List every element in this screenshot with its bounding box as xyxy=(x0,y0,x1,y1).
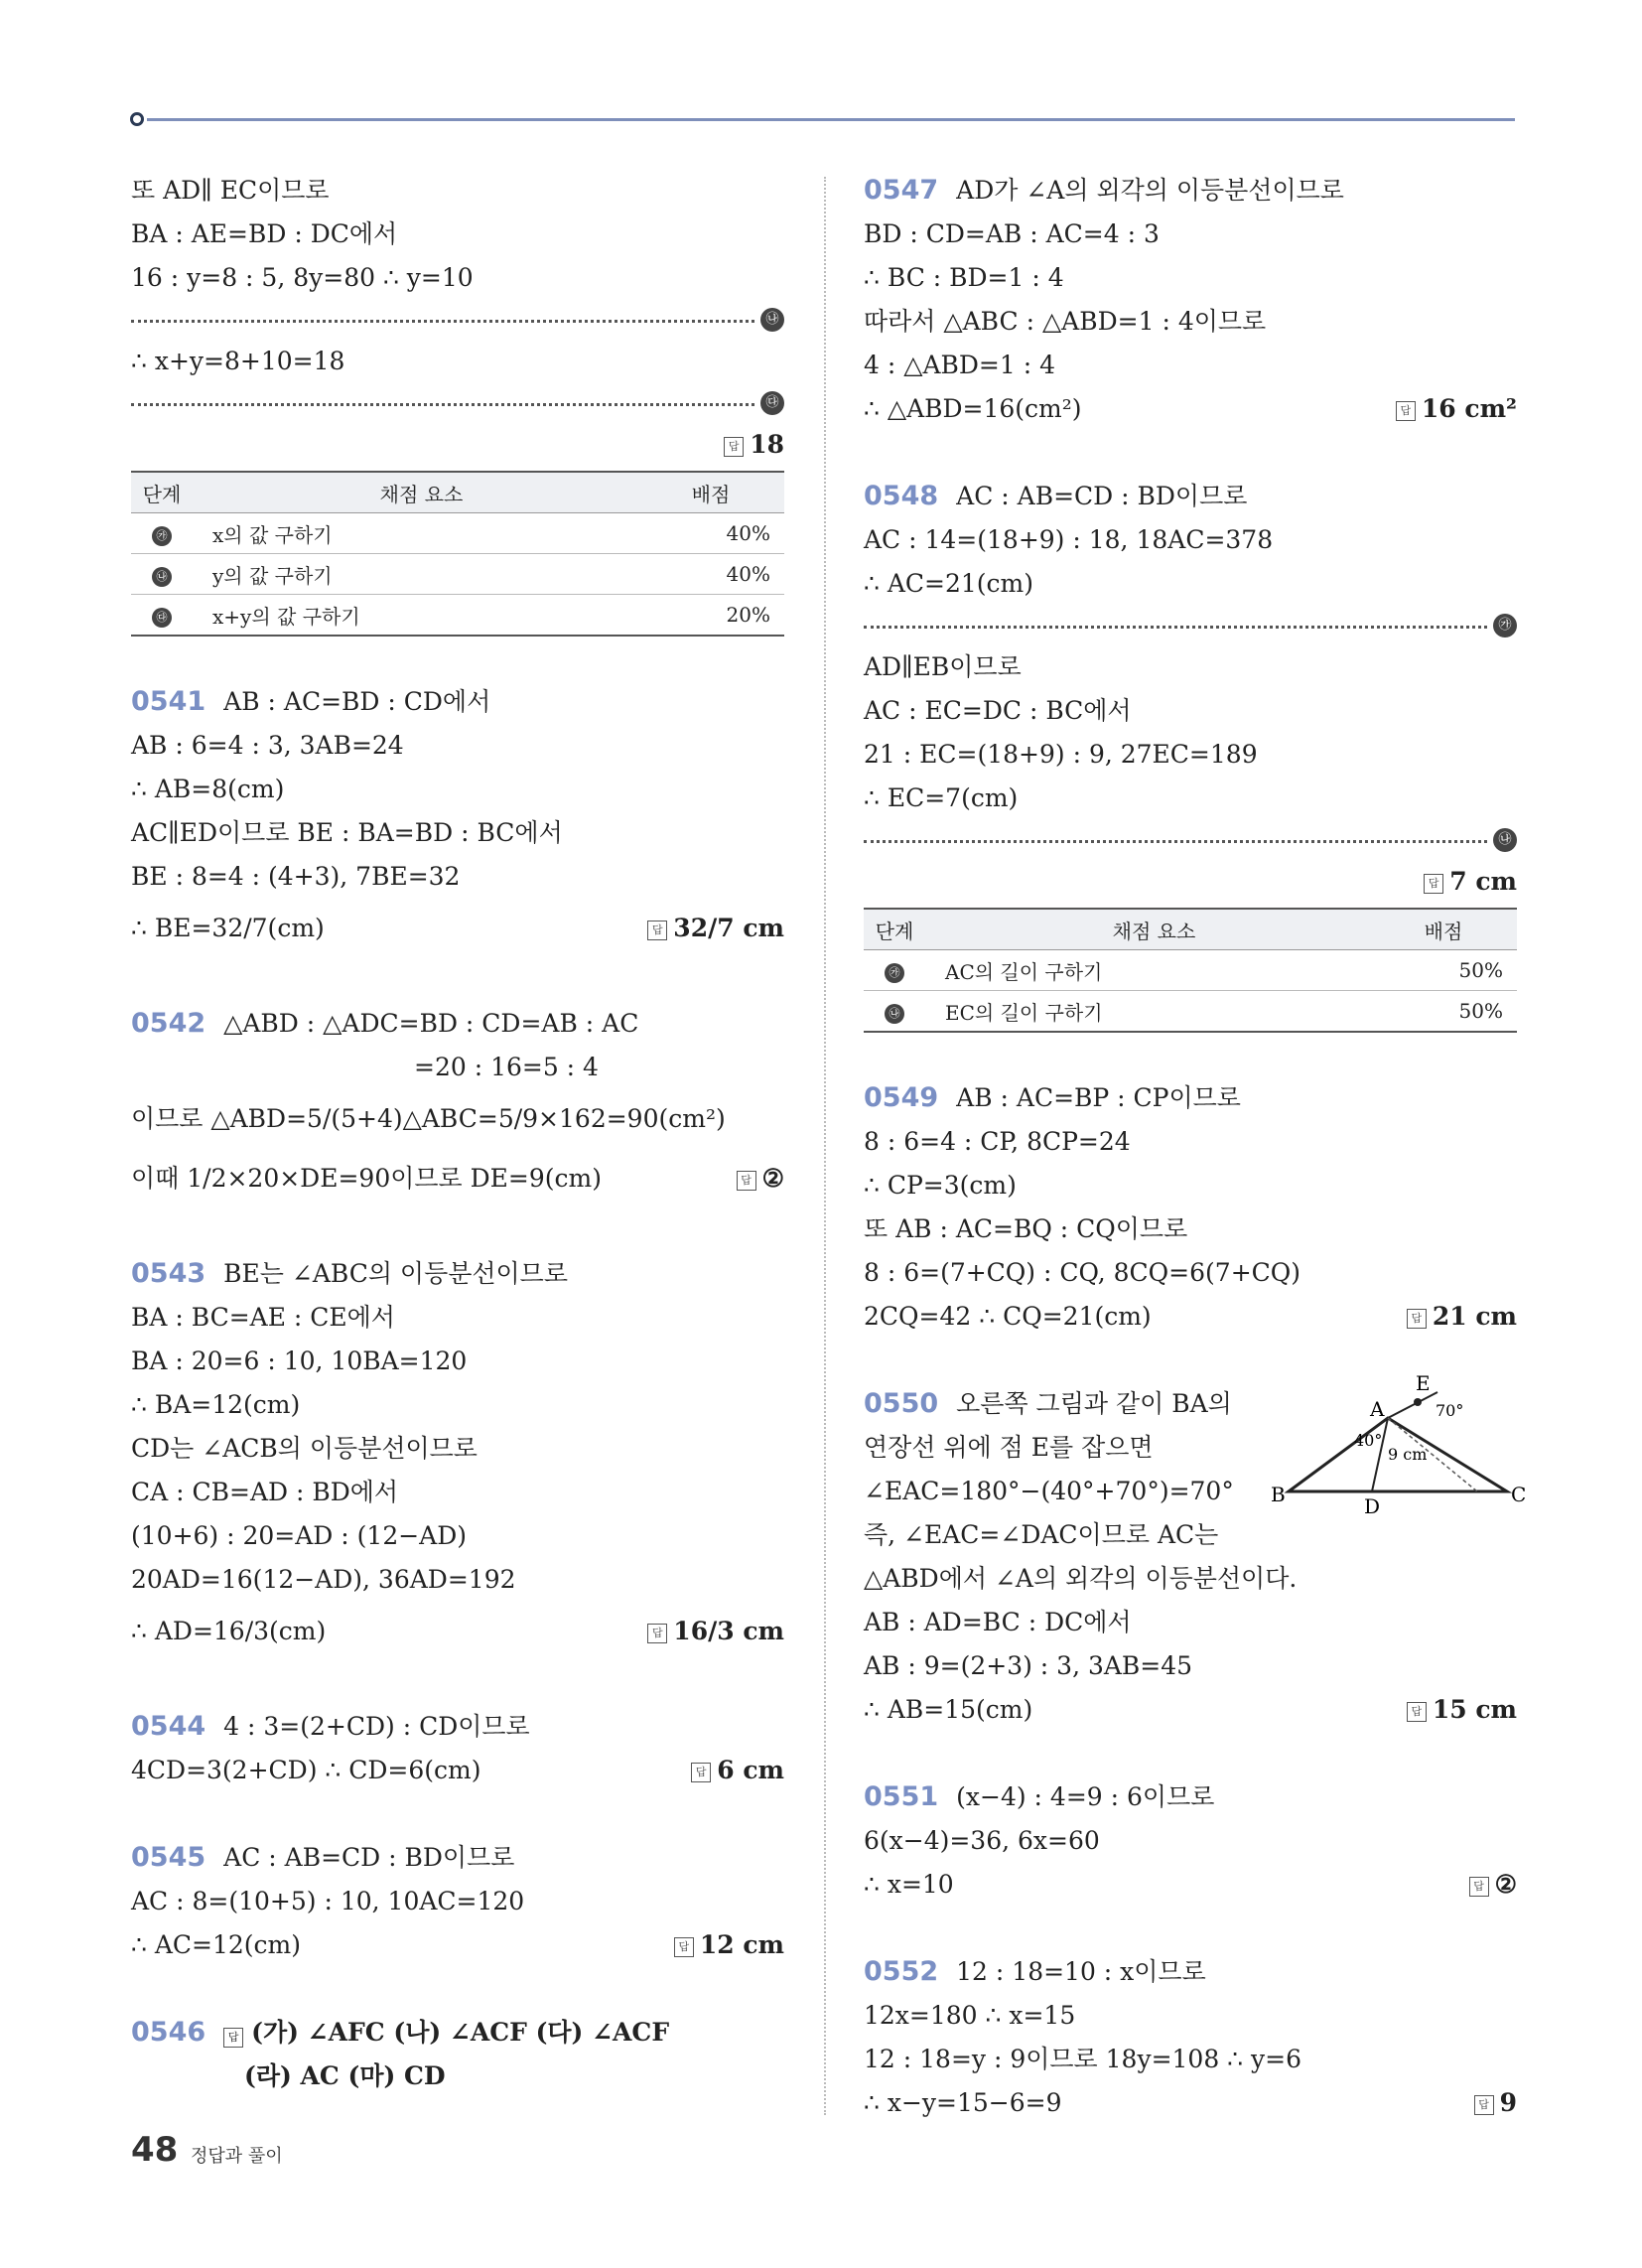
answer-mark-icon: 답 xyxy=(1396,401,1416,421)
answer: 답 21 cm xyxy=(1407,1295,1517,1339)
text-line: 20AD=16(12−AD), 36AD=192 xyxy=(131,1565,516,1594)
label-b: B xyxy=(1271,1483,1286,1506)
text-line: ∴ x=10 답 ② xyxy=(864,1863,1517,1907)
step-marker: ㉯ xyxy=(760,308,784,332)
header-rule xyxy=(147,118,1515,121)
text-line: ∴ AD=16/3(cm) 답 16/3 cm xyxy=(131,1602,784,1661)
text-line: 즉, ∠EAC=∠DAC이므로 AC는 xyxy=(864,1520,1219,1549)
problem-0548: 0548 AC : AB=CD : BD이므로 xyxy=(864,481,1248,511)
label-length: 9 cm xyxy=(1388,1445,1428,1464)
label-e: E xyxy=(1416,1371,1431,1395)
answer: 답 16/3 cm xyxy=(647,1602,784,1661)
problem-0551: 0551 (x−4) : 4=9 : 6이므로 xyxy=(864,1781,1215,1812)
step-divider xyxy=(131,300,784,340)
text-line: 또 AB : AC=BQ : CQ이므로 xyxy=(864,1214,1188,1243)
text-line: △ABD에서 ∠A의 외각의 이등분선이다. xyxy=(864,1564,1298,1593)
text-line: AC : 8=(10+5) : 10, 10AC=120 xyxy=(131,1887,525,1915)
text-line: AB : 9=(2+3) : 3, 3AB=45 xyxy=(864,1651,1193,1680)
table-row: ㉰ x+y의 값 구하기 20% xyxy=(131,595,784,637)
answer-line xyxy=(131,423,784,467)
text-line: 6(x−4)=36, 6x=60 xyxy=(864,1826,1100,1855)
step-marker: ㉰ xyxy=(760,391,784,415)
text-line: CA : CB=AD : BD에서 xyxy=(131,1478,399,1506)
text-line: ∴ BA=12(cm) xyxy=(131,1390,301,1419)
answer: 답 6 cm xyxy=(691,1749,784,1792)
answer-mark-icon: 답 xyxy=(1469,1877,1489,1897)
answer: 답 7 cm xyxy=(1424,860,1517,904)
text-line: BA : AE=BD : DC에서 xyxy=(131,219,398,248)
step-marker: ㉯ xyxy=(1493,828,1517,852)
table-row: ㉯ EC의 길이 구하기 50% xyxy=(864,991,1517,1033)
answer-mark-icon: 답 xyxy=(647,1624,667,1643)
problem-0546: 0546 답 (가) ∠AFC (나) ∠ACF (다) ∠ACF xyxy=(131,2017,670,2048)
label-a: A xyxy=(1370,1397,1385,1421)
text-line: 따라서 △ABC : △ABD=1 : 4이므로 xyxy=(864,307,1267,336)
text-line: AC : EC=DC : BC에서 xyxy=(864,696,1132,725)
text-line: ∴ AB=8(cm) xyxy=(131,775,285,803)
text-line: ∴ AC=12(cm) 답 12 cm xyxy=(131,1923,784,1967)
right-column xyxy=(864,169,1527,2125)
problem-0544: 0544 4 : 3=(2+CD) : CD이므로 xyxy=(131,1711,530,1742)
answer: 답 ② xyxy=(1469,1863,1517,1907)
text-line: AD∥EB이므로 xyxy=(864,652,1022,681)
problem-0542: 0542 △ABD : △ADC=BD : CD=AB : AC xyxy=(131,1008,639,1039)
table-row: ㉯ y의 값 구하기 40% xyxy=(131,554,784,595)
answer-mark-icon: 답 xyxy=(1474,2095,1494,2115)
text-line: =20 : 16=5 : 4 xyxy=(414,1053,599,1081)
text-line: 12x=180 ∴ x=15 xyxy=(864,2001,1076,2030)
scoring-table: 단계 채점 요소 배점 ㉮ x의 값 구하기 40% ㉯ y의 값 구하기 40% ㉰ x+y의 값 구하기 20% xyxy=(131,471,784,637)
footer-label: 정답과 풀이 xyxy=(191,2146,283,2167)
label-c: C xyxy=(1511,1483,1527,1506)
answer: 답 12 cm xyxy=(674,1923,784,1967)
problem-0541: 0541 AB : AC=BD : CD에서 xyxy=(131,686,491,717)
text-line: 8 : 6=4 : CP, 8CP=24 xyxy=(864,1127,1131,1156)
scoring-table: 단계 채점 요소 배점 ㉮ AC의 길이 구하기 50% ㉯ EC의 길이 구하기 50% xyxy=(864,908,1517,1033)
text-line: ∴ AB=15(cm) 답 15 cm xyxy=(864,1688,1517,1732)
text-line: ∴ x+y=8+10=18 xyxy=(131,347,345,375)
page-number: 48 xyxy=(131,2130,179,2170)
answer-mark-icon: 답 xyxy=(1407,1309,1427,1329)
label-d: D xyxy=(1364,1494,1381,1518)
text-line: (10+6) : 20=AD : (12−AD) xyxy=(131,1521,468,1550)
text-line: BE : 8=4 : (4+3), 7BE=32 xyxy=(131,862,461,891)
answer-mark-icon: 답 xyxy=(1424,874,1443,894)
text-line: 12 : 18=y : 9이므로 18y=108 ∴ y=6 xyxy=(864,2045,1302,2073)
column-divider xyxy=(824,177,826,2115)
text-line: ∴ x−y=15−6=9 답 9 xyxy=(864,2081,1517,2125)
answer: 답 15 cm xyxy=(1407,1688,1517,1732)
text-line: 21 : EC=(18+9) : 9, 27EC=189 xyxy=(864,740,1258,769)
problem-0550 xyxy=(864,1371,1527,1732)
answer-mark-icon: 답 xyxy=(691,1763,711,1782)
answer: 답 32/7 cm xyxy=(647,899,784,958)
text-line: ∴ BE=32/7(cm) 답 32/7 cm xyxy=(131,899,784,958)
answer: 답 9 xyxy=(1474,2081,1517,2125)
text-line: 이므로 △ABD=5/(5+4)△ABC=5/9×162=90(cm²) xyxy=(131,1104,726,1133)
text-line: ∴ EC=7(cm) xyxy=(864,783,1019,812)
left-column xyxy=(131,169,784,2098)
text-line: 또 AD∥ EC이므로 xyxy=(131,176,330,205)
answer: 답 18 xyxy=(724,423,784,467)
answer-mark-icon: 답 xyxy=(1407,1702,1427,1722)
text-line: 연장선 위에 점 E를 잡으면 xyxy=(864,1433,1154,1462)
step-marker: ㉮ xyxy=(1493,614,1517,638)
label-angle-70: 70° xyxy=(1436,1401,1464,1420)
text-line: CD는 ∠ACB의 이등분선이므로 xyxy=(131,1434,478,1463)
answer: 답 ② xyxy=(737,1149,784,1208)
problem-0545: 0545 AC : AB=CD : BD이므로 xyxy=(131,1842,515,1873)
text-line: AC∥ED이므로 BE : BA=BD : BC에서 xyxy=(131,818,563,847)
step-divider xyxy=(864,606,1517,645)
answer-mark-icon: 답 xyxy=(223,2028,243,2048)
table-row: ㉮ x의 값 구하기 40% xyxy=(131,513,784,554)
problem-0549: 0549 AB : AC=BP : CP이므로 xyxy=(864,1082,1241,1113)
text-line: ∴ BC : BD=1 : 4 xyxy=(864,263,1064,292)
problem-0547: 0547 AD가 ∠A의 외각의 이등분선이므로 xyxy=(864,175,1344,206)
text-line: 이때 1/2×20×DE=90이므로 DE=9(cm) 답 ② xyxy=(131,1149,784,1208)
answer-line xyxy=(864,860,1517,904)
problem-0543: 0543 BE는 ∠ABC의 이등분선이므로 xyxy=(131,1258,568,1289)
answer-mark-icon: 답 xyxy=(674,1937,694,1957)
text-line: AB : AD=BC : DC에서 xyxy=(864,1608,1132,1636)
text-line: 2CQ=42 ∴ CQ=21(cm) 답 21 cm xyxy=(864,1295,1517,1339)
text-line: 0550 오른쪽 그림과 같이 BA의 xyxy=(864,1388,1232,1419)
answer-mark-icon: 답 xyxy=(737,1171,756,1191)
text-line: 16 : y=8 : 5, 8y=80 ∴ y=10 xyxy=(131,263,474,292)
text-line: ∴ AC=21(cm) xyxy=(864,569,1034,598)
text-line: BD : CD=AB : AC=4 : 3 xyxy=(864,219,1160,248)
answer-mark-icon: 답 xyxy=(647,921,667,940)
table-row: ㉮ AC의 길이 구하기 50% xyxy=(864,950,1517,991)
text-line: 4 : △ABD=1 : 4 xyxy=(864,351,1055,379)
answer: 답 16 cm² xyxy=(1396,387,1517,431)
problem-0552: 0552 12 : 18=10 : x이므로 xyxy=(864,1956,1206,1987)
text-line: 8 : 6=(7+CQ) : CQ, 8CQ=6(7+CQ) xyxy=(864,1258,1301,1287)
label-angle-40: 40° xyxy=(1354,1431,1383,1450)
step-divider xyxy=(864,820,1517,860)
text-line: (라) AC (마) CD xyxy=(244,2061,446,2090)
step-divider xyxy=(131,383,784,423)
text-line: BA : BC=AE : CE에서 xyxy=(131,1303,395,1332)
text-line: BA : 20=6 : 10, 10BA=120 xyxy=(131,1347,468,1375)
text-line: AB : 6=4 : 3, 3AB=24 xyxy=(131,731,404,760)
header-dot xyxy=(130,112,144,126)
text-line: AC : 14=(18+9) : 18, 18AC=378 xyxy=(864,525,1274,554)
text-line: 4CD=3(2+CD) ∴ CD=6(cm) 답 6 cm xyxy=(131,1749,784,1792)
text-line: ∠EAC=180°−(40°+70°)=70° xyxy=(864,1477,1234,1505)
text-line: ∴ CP=3(cm) xyxy=(864,1171,1017,1200)
text-line: ∴ △ABD=16(cm²) 답 16 cm² xyxy=(864,387,1517,431)
answer-mark-icon: 답 xyxy=(724,437,744,457)
